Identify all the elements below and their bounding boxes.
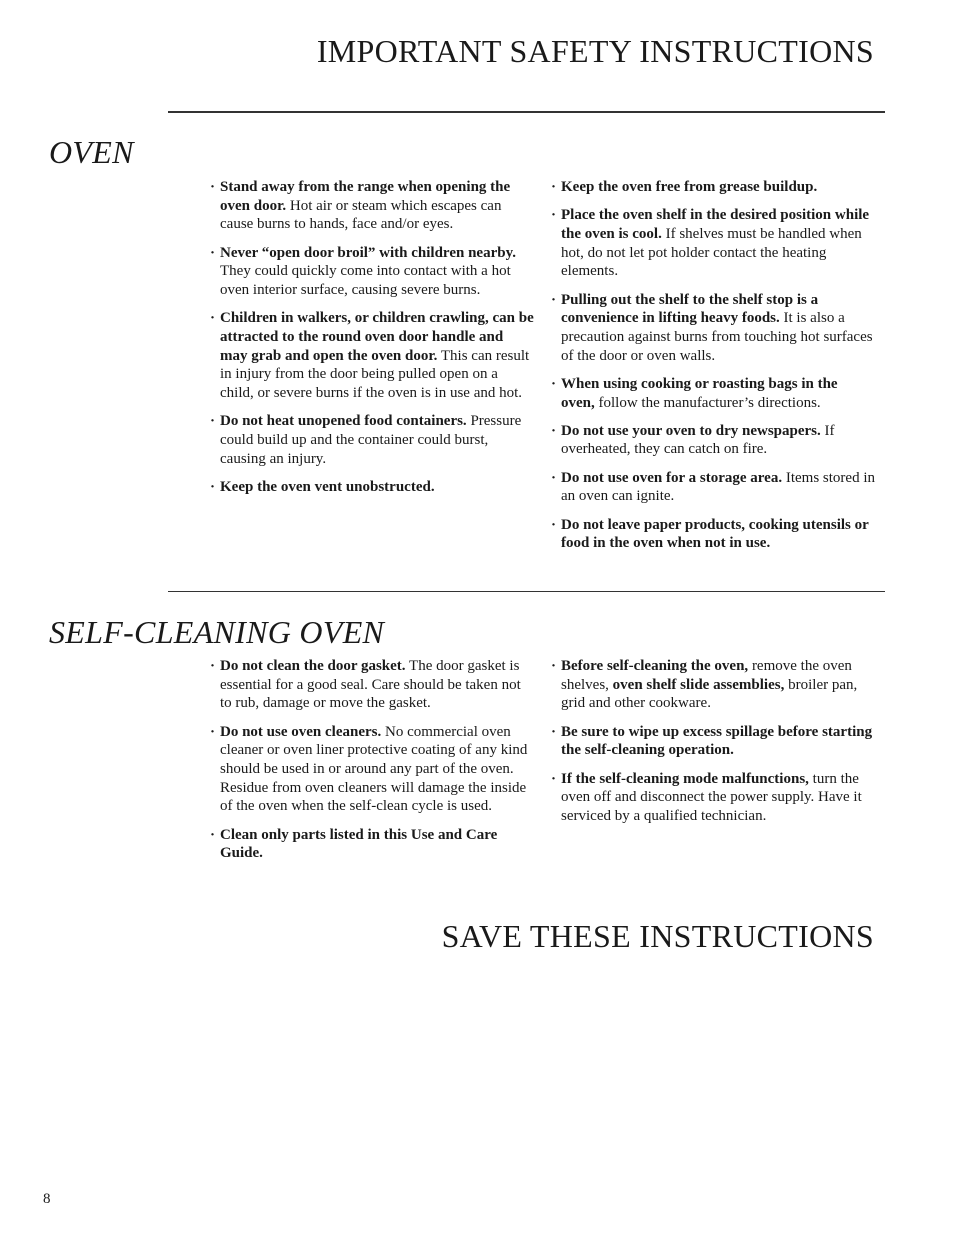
item-text: No commercial oven cleaner or oven liner protective coating of any kind should be used in or around any part of the oven. Residue from oven cleaners will damage the inside of the oven when the self-clean cycle is used. — [220, 723, 528, 815]
page-title: IMPORTANT SAFETY INSTRUCTIONS — [316, 33, 874, 69]
page-number: 8 — [43, 1191, 51, 1207]
list-item — [551, 291, 875, 366]
item-bold: oven shelf slide assemblies, — [612, 676, 785, 693]
item-text: Pressure could build up and the container could burst, causing an injury. — [220, 413, 522, 467]
item-text: This can result in injury from the door being pulled open on a child, or severe burns if the oven is in use and hot. — [220, 347, 530, 402]
item-bold: Before self-cleaning the oven, — [561, 658, 749, 674]
item-text: If shelves must be handled when hot, do not let pot holder contact the heating elements. — [561, 225, 862, 280]
list-item — [210, 412, 534, 468]
item-bold: Keep the oven free from grease buildup. — [561, 179, 818, 195]
self-cleaning-right-column — [551, 657, 875, 835]
section-title-oven: OVEN — [49, 134, 134, 170]
item-bold: When using cooking or roasting bags in the oven, — [561, 375, 838, 411]
item-bold: Clean only parts listed in this Use and Care Guide. — [220, 826, 498, 862]
item-text: If overheated, they can catch on fire. — [561, 422, 835, 458]
list-item — [551, 206, 875, 281]
item-bold: Do not use oven for a storage area. — [561, 469, 783, 486]
list-item — [210, 178, 534, 234]
item-text: Hot air or steam which escapes can cause burns to hands, face and/or eyes. — [220, 197, 502, 233]
item-text: The door gasket is essential for a good seal. Care should be taken not to rub, damage or move the gasket. — [220, 658, 521, 712]
save-instructions-title: SAVE THESE INSTRUCTIONS — [441, 918, 874, 954]
list-item — [210, 723, 534, 817]
list-item — [210, 478, 534, 497]
item-bold: Keep the oven vent unobstructed. — [220, 478, 435, 495]
list-item — [551, 657, 875, 713]
item-bold: Do not clean the door gasket. — [220, 658, 406, 674]
list-item — [551, 469, 875, 506]
list-item — [210, 309, 534, 403]
top-divider — [168, 111, 885, 113]
section-title-self-cleaning: SELF-CLEANING OVEN — [49, 614, 385, 650]
item-bold: Place the oven shelf in the desired position while the oven is cool. — [561, 207, 870, 242]
item-bold: Children in walkers, or children crawling, can be attracted to the round oven door handle and may grab and open the oven door. — [220, 310, 534, 364]
item-text: remove the oven shelves, — [561, 658, 852, 693]
oven-left-column — [210, 178, 534, 506]
item-bold: Do not use your oven to dry newspapers. — [561, 422, 821, 439]
item-bold: Never “open door broil” with children nearby. — [220, 244, 516, 261]
item-text: It is also a precaution against burns from touching hot surfaces of the door or oven walls. — [561, 310, 873, 364]
list-item — [210, 826, 534, 863]
item-text: follow the manufacturer’s directions. — [594, 394, 821, 411]
item-text: Items stored in an oven can ignite. — [561, 469, 875, 505]
item-bold: Be sure to wipe up excess spillage before starting the self-cleaning operation. — [561, 723, 873, 759]
section-divider — [168, 591, 885, 592]
item-text: broiler pan, grid and other cookware. — [561, 676, 858, 712]
list-item — [551, 375, 875, 412]
item-bold: Do not leave paper products, cooking utensils or food in the oven when not in use. — [561, 516, 869, 552]
item-text: turn the oven off and disconnect the power supply. Have it serviced by a qualified technician. — [561, 770, 862, 824]
item-bold: Pulling out the shelf to the shelf stop is a convenience in lifting heavy foods. — [561, 291, 819, 327]
self-cleaning-left-column — [210, 657, 534, 873]
item-bold: Do not heat unopened food containers. — [220, 413, 467, 430]
list-item — [551, 516, 875, 553]
item-text: They could quickly come into contact with a hot oven interior surface, causing severe burns. — [220, 263, 511, 299]
list-item — [210, 244, 534, 300]
item-bold: If the self-cleaning mode malfunctions, — [561, 770, 809, 787]
list-item — [210, 657, 534, 713]
list-item — [551, 770, 875, 826]
oven-right-column — [551, 178, 875, 562]
list-item — [551, 422, 875, 459]
item-bold: Do not use oven cleaners. — [220, 723, 382, 740]
list-item — [551, 178, 875, 197]
list-item — [551, 723, 875, 760]
item-bold: Stand away from the range when opening the oven door. — [220, 179, 511, 214]
